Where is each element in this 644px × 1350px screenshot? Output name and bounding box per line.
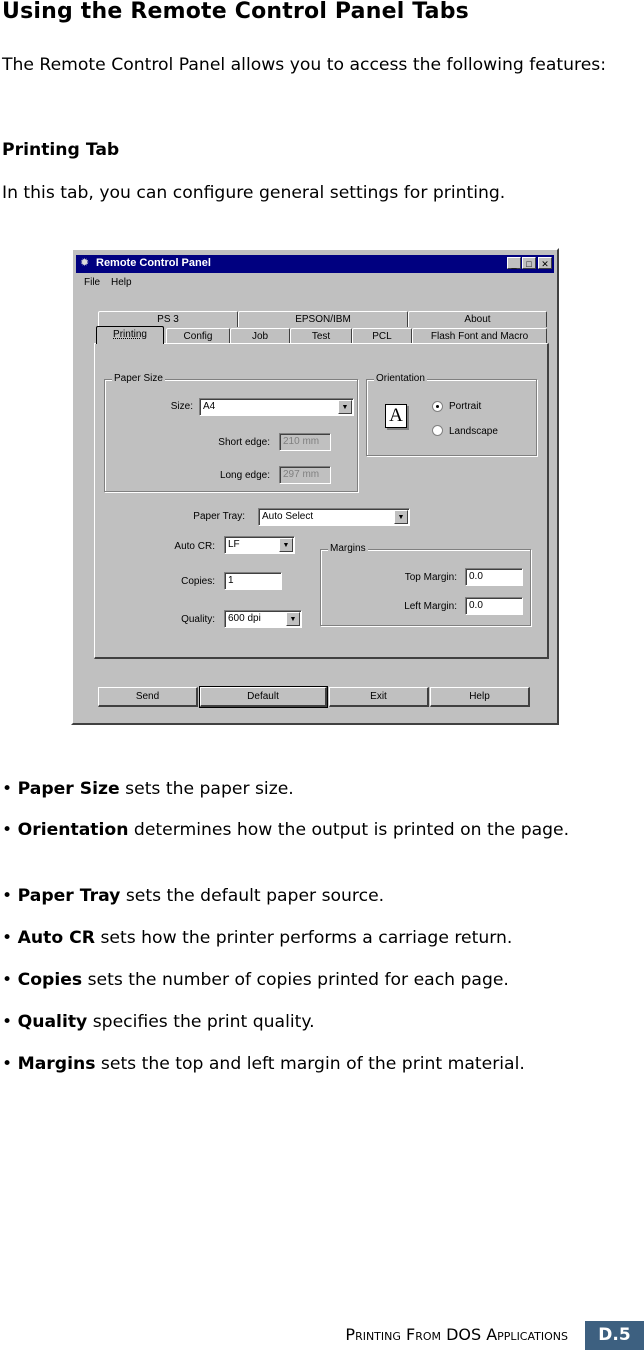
remote-control-panel-screenshot [71,248,559,725]
bullet-text: specifies the print quality. [87,1012,315,1032]
bullet-paper-size: • Paper Size sets the paper size. [2,779,294,799]
paper-tray-value: Auto Select [262,511,314,522]
app-icon: ✹ [80,257,90,269]
copies-label: Copies: [181,576,215,587]
auto-cr-select[interactable] [224,536,295,554]
exit-button[interactable]: Exit [329,687,429,707]
size-value: A4 [203,401,216,412]
title-bar [76,255,554,273]
chevron-down-icon[interactable]: ▼ [338,400,352,414]
left-margin-label: Left Margin: [404,601,457,612]
close-button[interactable]: ✕ [538,257,552,269]
bullet-auto-cr: • Auto CR sets how the printer performs a carriage return. [2,928,513,948]
bullet-term: Paper Size [17,779,120,799]
bullet-copies: • Copies sets the number of copies printed for each page. [2,970,509,990]
chevron-down-icon[interactable]: ▼ [286,612,300,626]
bullet-term: Paper Tray [17,886,121,906]
bullet-margins: • Margins sets the top and left margin of the print material. [2,1054,525,1074]
paper-size-group [104,373,358,492]
menu-help[interactable]: Help [111,277,132,288]
tab-printing[interactable]: Printing [96,326,164,344]
footer-section-title: Printing From DOS Applications [345,1325,568,1344]
page-number: D.5 [585,1321,644,1350]
auto-cr-value: LF [228,539,240,550]
paper-tray-select[interactable] [258,508,410,526]
bullet-term: Quality [17,1012,88,1032]
bullet-text: sets the paper size. [119,779,294,799]
tab-ps3[interactable]: PS 3 [98,311,238,327]
left-margin-input[interactable]: 0.0 [465,597,523,615]
bullet-term: Copies [17,970,83,990]
bullet-term: Margins [17,1054,96,1074]
top-margin-input[interactable]: 0.0 [465,568,523,586]
landscape-radio[interactable] [432,425,443,436]
margins-group [320,543,531,626]
window-title: Remote Control Panel [96,257,211,269]
tab-about[interactable]: About [408,311,547,327]
menu-bar [76,275,554,291]
orientation-group [366,373,537,456]
size-select[interactable] [199,398,354,416]
printing-tab-panel [94,343,549,659]
short-edge-field: 210 mm [279,433,331,451]
portrait-page-icon: A [385,404,407,428]
chevron-down-icon[interactable]: ▼ [394,510,408,524]
help-button[interactable]: Help [430,687,530,707]
bullet-text: sets how the printer performs a carriage return. [95,928,513,948]
quality-label: Quality: [181,614,215,625]
section-text: In this tab, you can configure general settings for printing. [2,183,506,203]
maximize-button[interactable]: □ [522,257,536,269]
portrait-radio[interactable] [432,401,443,412]
paper-size-group-label: Paper Size [114,373,163,384]
chevron-down-icon[interactable]: ▼ [279,538,293,552]
section-title: Printing Tab [2,140,120,160]
paper-tray-label: Paper Tray: [193,511,245,522]
bullet-paper-tray: • Paper Tray sets the default paper source. [2,886,385,906]
long-edge-label: Long edge: [219,470,270,481]
long-edge-field: 297 mm [279,466,331,484]
bullet-text: determines how the output is printed on the page. [128,820,570,840]
bullet-orientation: • Orientation determines how the output is printed on the page. [2,820,570,840]
size-label: Size: [170,401,193,412]
tab-epson-ibm[interactable]: EPSON/IBM [238,311,408,327]
top-margin-label: Top Margin: [404,572,457,583]
quality-value: 600 dpi [228,613,261,624]
portrait-label[interactable]: Portrait [449,401,482,412]
copies-input[interactable]: 1 [224,572,282,590]
bullet-text: sets the default paper source. [120,886,385,906]
tab-flash-font-macro[interactable]: Flash Font and Macro [412,328,547,344]
menu-file[interactable]: File [84,277,101,288]
bullet-quality: • Quality specifies the print quality. [2,1012,315,1032]
orientation-group-label: Orientation [376,373,425,384]
bullet-text: sets the top and left margin of the print material. [95,1054,525,1074]
bullet-text: sets the number of copies printed for each page. [82,970,509,990]
auto-cr-label: Auto CR: [174,541,215,552]
remote-control-panel-window [76,253,554,720]
tab-test[interactable]: Test [290,328,352,344]
default-button[interactable]: Default [200,687,327,707]
tab-config[interactable]: Config [166,328,230,344]
margins-group-label: Margins [330,543,366,554]
quality-select[interactable] [224,610,302,628]
send-button[interactable]: Send [98,687,198,707]
page-heading: Using the Remote Control Panel Tabs [2,0,469,24]
tab-job[interactable]: Job [230,328,290,344]
bullet-term: Orientation [17,820,129,840]
intro-paragraph: The Remote Control Panel allows you to access the following features: [2,55,607,75]
landscape-label[interactable]: Landscape [449,426,498,437]
bullet-term: Auto CR [17,928,96,948]
minimize-button[interactable]: _ [507,257,521,269]
tab-pcl[interactable]: PCL [352,328,412,344]
short-edge-label: Short edge: [218,437,270,448]
